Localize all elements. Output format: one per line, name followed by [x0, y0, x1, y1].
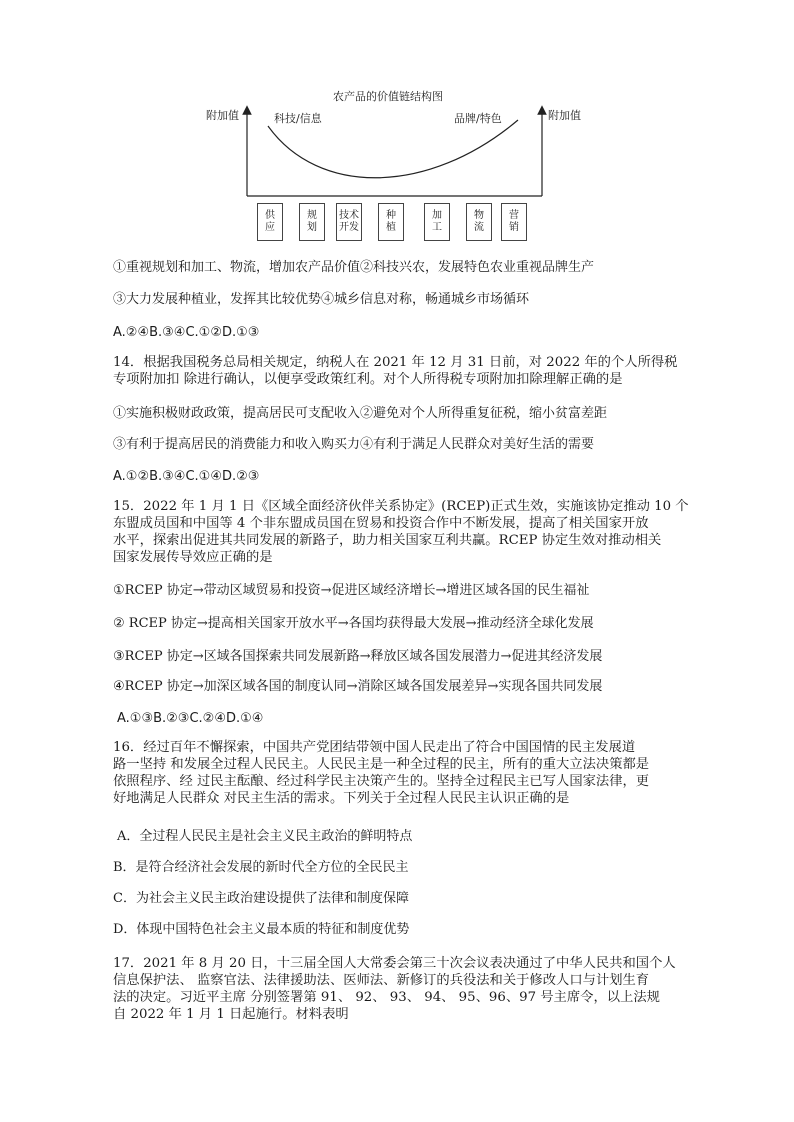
- q17-stem-line4: 自 2022 年 1 月 1 日起施行。材料表明: [113, 1007, 349, 1022]
- q14-stem: [113, 354, 698, 388]
- q16-option-a: A．全过程人民民主是社会主义民主政治的鲜明特点: [117, 829, 413, 844]
- y-label-right: 附加值: [548, 109, 581, 122]
- q17-stem: [113, 955, 698, 1023]
- q15-option-1: ①RCEP 协定→带动区域贸易和投资→促进区域经济增长→增进区域各国的民生福祉: [113, 583, 590, 598]
- y-label-left: 附加值: [206, 109, 239, 122]
- q15-stem-line2: 东盟成员国和中国等 4 个非东盟成员国在贸易和投资合作中不断发展，提高了相关国家开放: [113, 516, 649, 531]
- smile-curve: [268, 120, 518, 178]
- q16-option-c: C．为社会主义民主政治建设提供了法律和制度保障: [113, 891, 409, 906]
- q15-stem-line1: 15．2022 年 1 月 1 日《区域全面经济伙伴关系协定》(RCEP)正式生效，实施该协定推动 10 个: [113, 499, 689, 514]
- q14-stem-line1: 14．根据我国税务总局相关规定，纳税人在 2021 年 12 月 31 日前，对 2022 年的个人所得税: [113, 355, 678, 370]
- q15-stem-line4: 国家发展传导效应正确的是: [113, 550, 273, 565]
- box-tech-dev: 技术开发: [336, 203, 362, 241]
- q15-stem: [113, 498, 698, 566]
- q14-answers: A.①②B.③④C.①④D.②③: [113, 469, 260, 484]
- box-planting: 种植: [378, 203, 404, 241]
- q16-stem-line2: 路一坚持 和发展全过程人民民主。人民民主是一种全过程的民主，所有的重大立法决策都是: [113, 757, 650, 772]
- box-marketing: 营销: [501, 203, 527, 241]
- q14-stem-line2: 专项附加扣 除进行确认，以便享受政策红利。对个人所得税专项附加扣除理解正确的是: [113, 372, 623, 387]
- q15-option-3: ③RCEP 协定→区域各国探索共同发展新路→释放区域各国发展潜力→促进其经济发展: [113, 649, 603, 664]
- q15-option-2: ② RCEP 协定→提高相关国家开放水平→各国均获得最大发展→推动经济全球化发展: [113, 616, 594, 631]
- q17-stem-line3: 法的决定。习近平主席 分别签署第 91、 92、 93、 94、 95、96、97 号主席令，以上法规: [113, 990, 660, 1005]
- q15-answers: A.①③B.②③C.②④D.①④: [117, 711, 264, 726]
- q16-stem: [113, 739, 698, 807]
- box-processing: 加工: [424, 203, 450, 241]
- q16-stem-line1: 16．经过百年不懈探索，中国共产党团结带领中国人民走出了符合中国国情的民主发展道: [113, 740, 636, 755]
- diagram-title: 农产品的价值链结构图: [333, 90, 443, 103]
- q17-stem-line2: 信息保护法、 监察官法、法律援助法、医师法、新修订的兵役法和关于修改人口与计划生育: [113, 973, 650, 988]
- box-planning: 规划: [299, 203, 325, 241]
- q13-options-line2: ③大力发展种植业，发挥其比较优势④城乡信息对称，畅通城乡市场循环: [113, 292, 530, 307]
- value-chain-diagram: [206, 86, 581, 246]
- q15-stem-line3: 水平，探索出促进其共同发展的新路子，助力相关国家互利共赢。RCEP 协定生效对推动相关: [113, 533, 662, 548]
- q15-option-4: ④RCEP 协定→加深区域各国的制度认同→消除区域各国发展差异→实现各国共同发展: [113, 679, 603, 694]
- q13-options-line1: ①重视规划和加工、物流，增加农产品价值②科技兴农，发展特色农业重视品牌生产: [113, 260, 595, 275]
- box-supply: 供应: [257, 203, 283, 241]
- q16-option-b: B．是符合经济社会发展的新时代全方位的全民民主: [113, 860, 409, 875]
- curve-left-label: 科技/信息: [274, 112, 322, 125]
- q14-options-line2: ③有利于提高居民的消费能力和收入购买力④有利于满足人民群众对美好生活的需要: [113, 437, 595, 452]
- q16-stem-line3: 依照程序、经 过民主酝酿、经过科学民主决策产生的。坚持全过程民主已写人国家法律，更: [113, 774, 650, 789]
- box-logistics: 物流: [466, 203, 492, 241]
- q13-answers: A.②④B.③④C.①②D.①③: [113, 325, 260, 340]
- q16-option-d: D．体现中国特色社会主义最本质的特征和制度优势: [113, 922, 410, 937]
- q14-options-line1: ①实施积极财政政策，提高居民可支配收入②避免对个人所得重复征税，缩小贫富差距: [113, 406, 608, 421]
- q17-stem-line1: 17．2021 年 8 月 20 日，十三届全国人大常委会第三十次会议表决通过了中华人民共和国个人: [113, 956, 676, 971]
- curve-right-label: 品牌/特色: [454, 112, 502, 125]
- q16-stem-line4: 好地满足人民群众 对民主生活的需求。下列关于全过程人民民主认识正确的是: [113, 791, 570, 806]
